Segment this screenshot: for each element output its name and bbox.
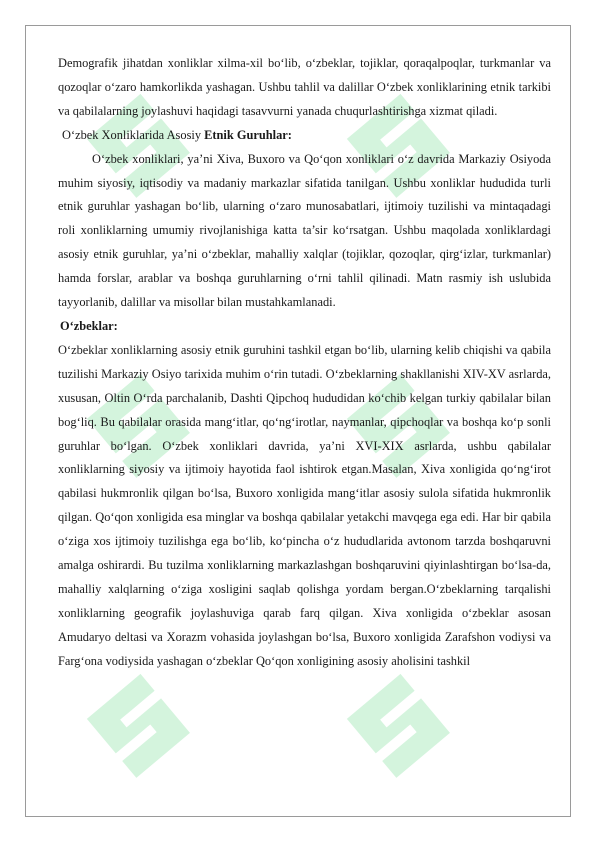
section-heading-bold: Etnik Guruhlar: <box>204 127 292 142</box>
intro-paragraph: Demografik jihatdan xonliklar xilma-xil bo‘lib, o‘zbeklar, tojiklar, qoraqalpoqlar, turkmanlar va qozoqlar o‘zaro hamkorlikda yashagan. Ushbu tahlil va dalillar O‘zbek xonliklarining etnik tarkibi va qabilalarning joylashuvi haqidagi tasavvurni yanada chuqurlashtirishga xizmat qiladi. <box>58 56 551 118</box>
uzbeks-paragraph: O‘zbeklar xonliklarning asosiy etnik guruhini tashkil etgan bo‘lib, ularning kelib chiqishi va qabila tuzilishi Markaziy Osiyo tarixida muhim o‘rin tutadi. O‘zbeklarning shakllanishi XIV-XV asrlarda, xususan, Oltin O‘rda parchalanib, Dashti Qipchoq hududidan ko‘chib kelgan turkiy qabilalar bilan bog‘liq. Bu qabilalar orasida mang‘itlar, qo‘ng‘irotlar, naymanlar, qipchoqlar va boshqa ko‘p sonli guruhlar bo‘lgan. O‘zbek xonliklari davrida, ya’ni XVI-XIX asrlarda, ushbu qabilalar xonliklarning siyosiy va ijtimoiy hayotida faol ishtirok etgan.Masalan, Xiva xonligida qo‘ng‘irot qabilasi hukmronlik qilgan bo‘lsa, Buxoro xonligida mang‘itlar asosiy sulola sifatida hukmronlik qilgan. Qo‘qon xonligida esa minglar va boshqa qabilalar yetakchi mavqega ega edi. Har bir qabila o‘ziga xos ijtimoiy tuzilishga ega bo‘lib, ko‘pincha o‘z hududlarida avtonom tarzda boshqaruvni amalga oshirardi. Bu tuzilma xonliklarning markazlashgan boshqaruvini qiyinlashtirgan bo‘lsa-da, mahalliy xalqlarning o‘ziga xosligini saqlab qolishga yordam bergan.O‘zbeklarning tarqalishi xonliklarning geografik joylashuviga qarab farq qilgan. Xiva xonligida o‘zbeklar asosan Amudaryo deltasi va Xorazm vohasida joylashgan bo‘lsa, Buxoro xonligida Zarafshon vodiysi va Farg‘ona vodiysida yashagan o‘zbeklar Qo‘qon xonligining asosiy aholisini tashkil <box>58 342 551 668</box>
subheading-text: O‘zbeklar: <box>60 318 118 333</box>
subheading-uzbeks <box>58 315 551 339</box>
document-body <box>58 52 551 674</box>
overview-paragraph: O‘zbek xonliklari, ya’ni Xiva, Buxoro va Qo‘qon xonliklari o‘z davrida Markaziy Osiyoda muhim siyosiy, iqtisodiy va madaniy markazlar sifatida tanilgan. Ushbu xonliklar hududida turli etnik guruhlar yashagan bo‘lib, ularning o‘zaro munosabatlari, ijtimoiy tuzilishi va mintaqadagi roli xonliklarning umumiy rivojlanishiga katta ta’sir ko‘rsatgan. Ushbu maqolada xonliklardagi asosiy etnik guruhlar, ya’ni o‘zbeklar, mahalliy xalqlar (tojiklar, qozoqlar, qirg‘izlar, turkmanlar) hamda forslar, arablar va boshqa guruhlarning o‘rni tahlil qilinadi. Matn rasmiy ish uslubida tayyorlanib, dalillar va misollar bilan mustahkamlanadi. <box>58 151 551 310</box>
section-heading-prefix: O‘zbek Xonliklarida Asosiy <box>62 127 205 142</box>
section-heading <box>58 124 551 148</box>
